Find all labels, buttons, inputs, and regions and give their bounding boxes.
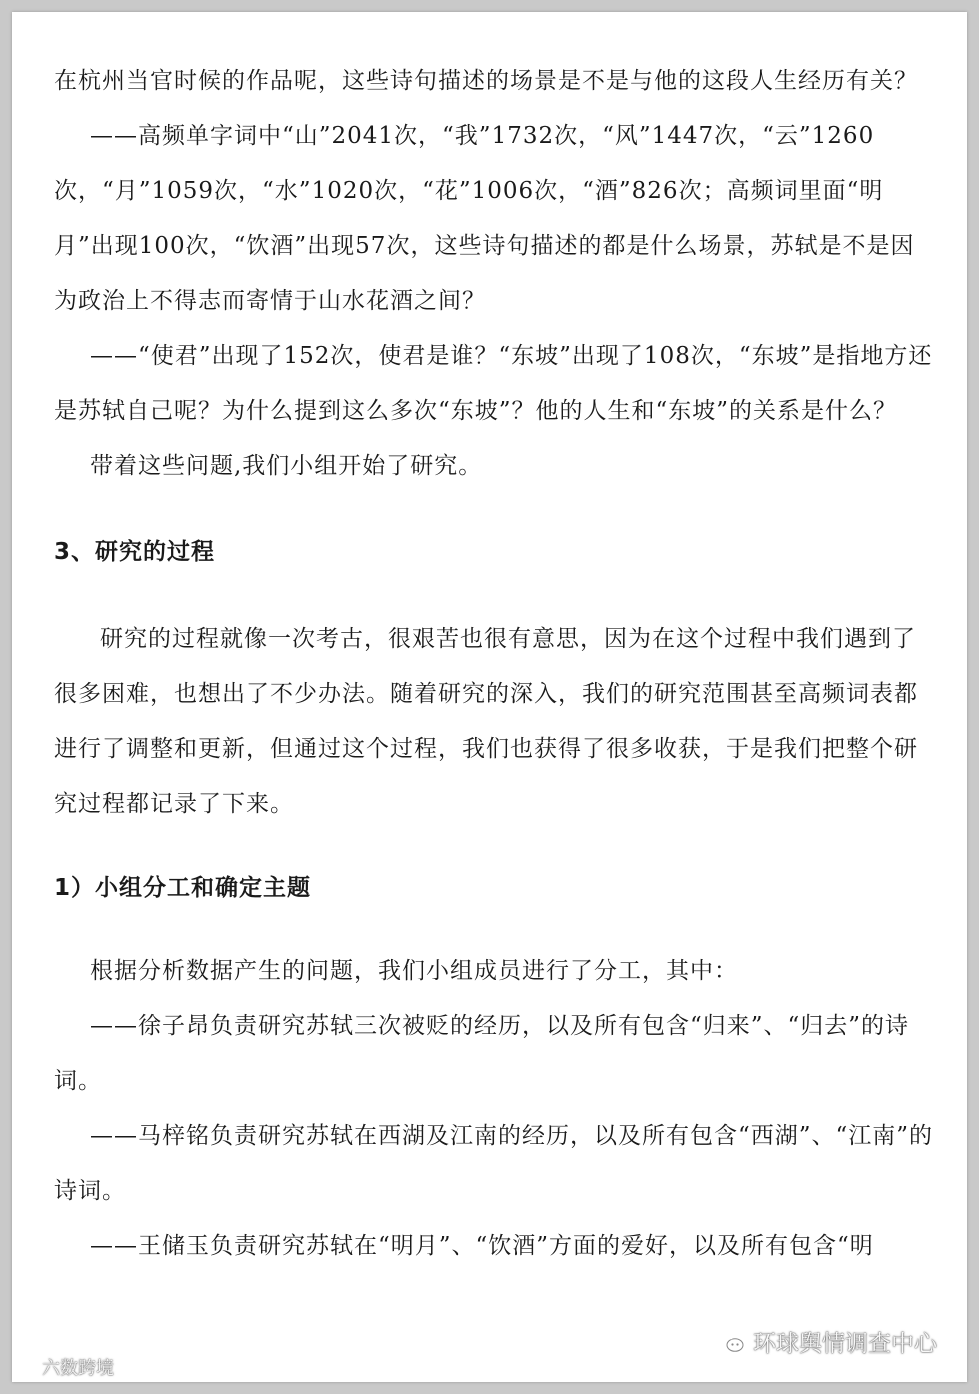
watermark-left-text: 六数跨境 bbox=[42, 1358, 114, 1379]
document-page bbox=[12, 12, 967, 1382]
watermark-right bbox=[717, 1325, 937, 1358]
watermark-left bbox=[12, 1354, 114, 1380]
paragraph-division-intro: 根据分析数据产生的问题，我们小组成员进行了分工，其中： bbox=[90, 958, 738, 984]
document-content bbox=[54, 54, 934, 1274]
watermark-right-text: 环球舆情调查中心 bbox=[753, 1331, 937, 1357]
assignment-item: ——徐子昂负责研究苏轼三次被贬的经历，以及所有包含“归来”、“归去”的诗词。 bbox=[54, 1013, 910, 1094]
paragraph-questions-lead: 带着这些问题,我们小组开始了研究。 bbox=[90, 453, 483, 479]
subsection-1-heading: 1）小组分工和确定主题 bbox=[54, 875, 312, 901]
section-3-heading: 3、研究的过程 bbox=[54, 539, 216, 565]
assignment-item: ——王储玉负责研究苏轼在“明月”、“饮酒”方面的爱好，以及所有包含“明 bbox=[90, 1233, 874, 1259]
weibo-icon bbox=[12, 1356, 38, 1378]
paragraph-research-process: 研究的过程就像一次考古，很艰苦也很有意思，因为在这个过程中我们遇到了很多困难，也想出了不少办法。随着研究的深入，我们的研究范围甚至高频词表都进行了调整和更新，但通过这个过程，我们也获得了很多收获，于是我们把整个研究过程都记录了下来。 bbox=[54, 626, 918, 817]
paragraph-shijun-dongpo: ——“使君”出现了152次，使君是谁？“东坡”出现了108次，“东坡”是指地方还是苏轼自己呢？为什么提到这么多次“东坡”？他的人生和“东坡”的关系是什么？ bbox=[54, 343, 933, 424]
assignment-item: ——马梓铭负责研究苏轼在西湖及江南的经历，以及所有包含“西湖”、“江南”的诗词。 bbox=[54, 1123, 934, 1204]
paragraph-continuation: 在杭州当官时候的作品呢，这些诗句描述的场景是不是与他的这段人生经历有关？ bbox=[54, 68, 918, 94]
paragraph-high-frequency-words: ——高频单字词中“山”2041次，“我”1732次，“风”1447次，“云”1260次，“月”1059次，“水”1020次，“花”1006次，“酒”826次；高频词里面“明月”出现100次，“饮酒”出现57次，这些诗句描述的都是什么场景，苏轼是不是因为政治上不得志而寄情于山水花酒之间？ bbox=[54, 123, 915, 314]
wechat-icon bbox=[717, 1330, 745, 1354]
